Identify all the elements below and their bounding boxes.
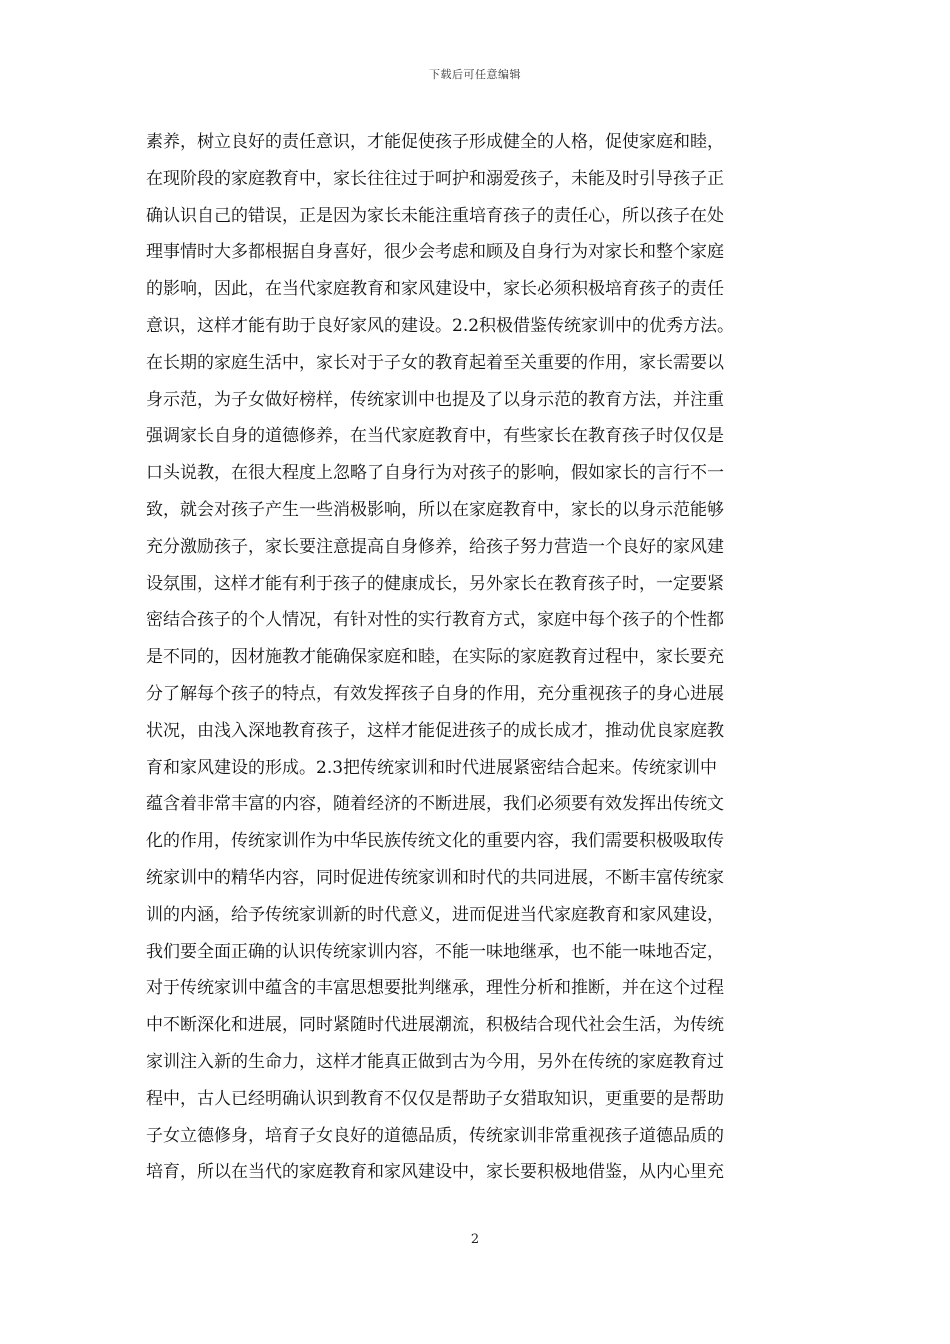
text-line: 育和家风建设的形成。2.3把传统家训和时代进展紧密结合起来。传统家训中 <box>146 757 718 778</box>
text-line: 致，就会对孩子产生一些消极影响，所以在家庭教育中，家长的以身示范能够 <box>146 499 724 520</box>
text-line: 训的内涵，给予传统家训新的时代意义，进而促进当代家庭教育和家风建设， <box>146 904 724 925</box>
text-line: 是不同的，因材施教才能确保家庭和睦，在实际的家庭教育过程中，家长要充 <box>146 647 724 668</box>
text-line: 在现阶段的家庭教育中，家长往往过于呵护和溺爱孩子，未能及时引导孩子正 <box>146 168 724 189</box>
text-line: 密结合孩子的个人情况，有针对性的实行教育方式，家庭中每个孩子的个性都 <box>146 610 724 631</box>
text-line: 强调家长自身的道德修养，在当代家庭教育中，有些家长在教育孩子时仅仅是 <box>146 426 724 447</box>
text-line: 统家训中的精华内容，同时促进传统家训和时代的共同进展，不断丰富传统家 <box>146 867 724 888</box>
page-number: 2 <box>470 1232 480 1247</box>
text-line: 的影响，因此，在当代家庭教育和家风建设中，家长必须积极培育孩子的责任 <box>146 279 724 300</box>
text-line: 蕴含着非常丰富的内容，随着经济的不断进展，我们必须要有效发挥出传统文 <box>146 794 724 815</box>
text-line: 家训注入新的生命力，这样才能真正做到古为今用，另外在传统的家庭教育过 <box>146 1051 724 1072</box>
text-line: 在长期的家庭生活中，家长对于子女的教育起着至关重要的作用，家长需要以 <box>146 352 724 373</box>
body-text <box>146 124 806 1191</box>
text-line: 理事情时大多都根据自身喜好，很少会考虑和顾及自身行为对家长和整个家庭 <box>146 242 724 263</box>
page-header: 下载后可任意编辑 <box>429 68 521 81</box>
text-line: 对于传统家训中蕴含的丰富思想要批判继承，理性分析和推断，并在这个过程 <box>146 978 724 999</box>
text-line: 意识，这样才能有助于良好家风的建设。2.2积极借鉴传统家训中的优秀方法。 <box>146 315 735 336</box>
text-line: 状况，由浅入深地教育孩子，这样才能促进孩子的成长成才，推动优良家庭教 <box>146 720 724 741</box>
text-line: 确认识自己的错误，正是因为家长未能注重培育孩子的责任心，所以孩子在处 <box>146 205 724 226</box>
text-line: 身示范，为子女做好榜样，传统家训中也提及了以身示范的教育方法，并注重 <box>146 389 724 410</box>
text-line: 培育，所以在当代的家庭教育和家风建设中，家长要积极地借鉴，从内心里充 <box>146 1162 724 1183</box>
text-line: 子女立德修身，培育子女良好的道德品质，传统家训非常重视孩子道德品质的 <box>146 1125 724 1146</box>
text-line: 素养，树立良好的责任意识，才能促使孩子形成健全的人格，促使家庭和睦， <box>146 132 724 152</box>
text-line: 充分激励孩子，家长要注意提高自身修养，给孩子努力营造一个良好的家风建 <box>146 536 724 557</box>
text-line: 中不断深化和进展，同时紧随时代进展潮流，积极结合现代社会生活，为传统 <box>146 1015 724 1036</box>
text-line: 我们要全面正确的认识传统家训内容，不能一味地继承，也不能一味地否定， <box>146 941 724 962</box>
text-line: 口头说教，在很大程度上忽略了自身行为对孩子的影响，假如家长的言行不一 <box>146 463 724 484</box>
text-line: 化的作用，传统家训作为中华民族传统文化的重要内容，我们需要积极吸取传 <box>146 831 724 852</box>
text-line: 分了解每个孩子的特点，有效发挥孩子自身的作用，充分重视孩子的身心进展 <box>146 683 724 704</box>
text-line: 程中，古人已经明确认识到教育不仅仅是帮助子女猎取知识，更重要的是帮助 <box>146 1088 724 1109</box>
text-line: 设氛围，这样才能有利于孩子的健康成长，另外家长在教育孩子时，一定要紧 <box>146 573 724 594</box>
